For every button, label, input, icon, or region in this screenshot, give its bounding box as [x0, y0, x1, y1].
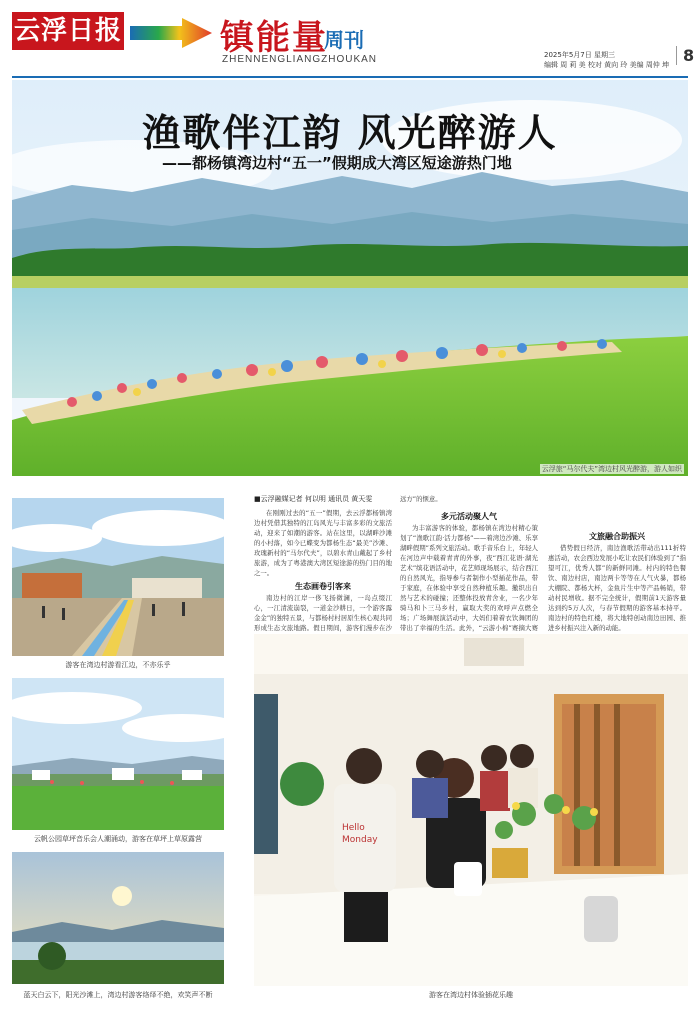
flower-arranging-photo — [254, 634, 688, 986]
flower-arranging-image — [254, 634, 688, 986]
byline: ■云浮融媒记者 何以明 通讯员 黄天雯 — [254, 495, 373, 503]
side-photo-1-caption: 游客在湾边村游看江边，不亦乐乎 — [65, 661, 171, 669]
side-photo-3-caption: 蓝天白云下，阳光沙滩上，湾边村游客络绎不绝，欢笑声不断 — [23, 991, 213, 999]
headline: 渔歌伴江韵 风光醉游人 — [142, 111, 558, 155]
section-pinyin: ZHENNENGLIANGZHOUKAN — [222, 54, 378, 65]
lawn-concert-image — [12, 678, 224, 830]
section-title: 镇能量 — [220, 18, 328, 58]
article-column-2 — [400, 508, 538, 654]
svg-text:Hello: Hello — [342, 823, 365, 833]
article-column-1 — [254, 508, 392, 654]
page-number: 8 — [676, 46, 694, 65]
side-photo-2 — [12, 678, 224, 830]
issue-date: 2025年5月7日 星期三 — [544, 51, 615, 59]
hero-photo — [12, 80, 688, 476]
subhead-culture-tourism: 文旅融合助振兴 — [589, 532, 645, 541]
paragraph-tail: 远方”的惬意。 — [400, 495, 442, 503]
subheadline: ——都杨镇湾边村“五一”假期成大湾区短途游热门地 — [162, 154, 512, 172]
paragraph: 南边村的江岸一侈飞扬微澜，一岛点缀江心，一江清流崩裂，一道金沙耕日，一个游客露金金”的独特五景，与都杨村村居原生核心观共同形成生态文旅地路。假日期间，游客们漫步在沙 — [254, 594, 392, 632]
paragraph: 在刚刚过去的“五一”假期，去云浮都杨镇湾边村凭借其独特的江岛风光与丰富多彩的文旅活动，迎来了如潮的游客。站在这里，以湖畔沙滩的小村落，如今已蝶变为都杨生态“最美”沙滩、玫瑰新村的“马尔代夫”，以碧水青山戴起了乡村旅游，成为了粤港澳大湾区短途游的热门目的地之一。 — [254, 509, 392, 577]
section-subtitle: 周刊 — [324, 28, 364, 52]
side-photo-2-caption: 云帆公园草坪音乐会人潮涌动，游客在草坪上草原露营 — [34, 835, 202, 843]
paragraph: 为丰富游客的体验，都杨镇在湾边村精心策划了“渔歌江韵·活力都杨”——着湾边沙滩、乐享湖畔假期”系列文旅活动。歌手音乐台上，年轻人在河边声中载着青青的外事，夜“西江花语·湖光艺术”缤花语活动中，花艺师现场展示，结合西江的自然风光，指导参与者制作小型插花作品，带于家庭，在体验中享受自然种植乐趣。撤织出自然与艺术的碰撞；还整体投放青舍业，一名少年骑马和卜三马乡村，赢取大奖的欢呼声点燃全场；广场舞展演活动中，大妈们着着衣饮舞团的带出了幸福的生活。此外，“云游小棉”赛摘大赛 — [400, 524, 538, 632]
arrow-icon — [130, 16, 214, 50]
side-photo-3 — [12, 852, 224, 984]
newspaper-logo: 云浮日报 — [12, 12, 124, 50]
paragraph: 借势假日经济，南边渔歌活带动出111折特惠活动，农会西边发展小吃让农民们体验到了“指望可江，优秀人都”的新鲜同滩。村内的特色餐饮、南边村店，南边两卡等等在人气火暴，都杨大棚院、都杨大杯，金鱼片生中等产品畅销，带动村民增收。据不完全统计，假期前1天游客量达到约5万人次，与春节假期的游客基本持平。南边村的特色红楼，将大地特创动南边田园、推进乡村振兴注入新的动能。 — [548, 544, 686, 632]
riverside-walkway-image — [12, 498, 224, 656]
issue-editors: 编辑 周 莉 美 校对 黄向 玲 美编 周仲 坤 — [544, 61, 670, 69]
subhead-activities: 多元活动聚人气 — [441, 512, 497, 521]
side-photo-1 — [12, 498, 224, 656]
big-photo-caption: 游客在湾边村体验插花乐趣 — [429, 991, 513, 999]
subhead-ecology: 生态画卷引客来 — [295, 582, 351, 591]
hero-caption: 云浮旅“马尔代夫”湾边村风光醉游，游人如织 — [541, 465, 682, 473]
masthead-rule — [12, 76, 688, 78]
sunset-beach-image — [12, 852, 224, 984]
masthead — [12, 10, 695, 78]
svg-text:Monday: Monday — [342, 835, 378, 845]
